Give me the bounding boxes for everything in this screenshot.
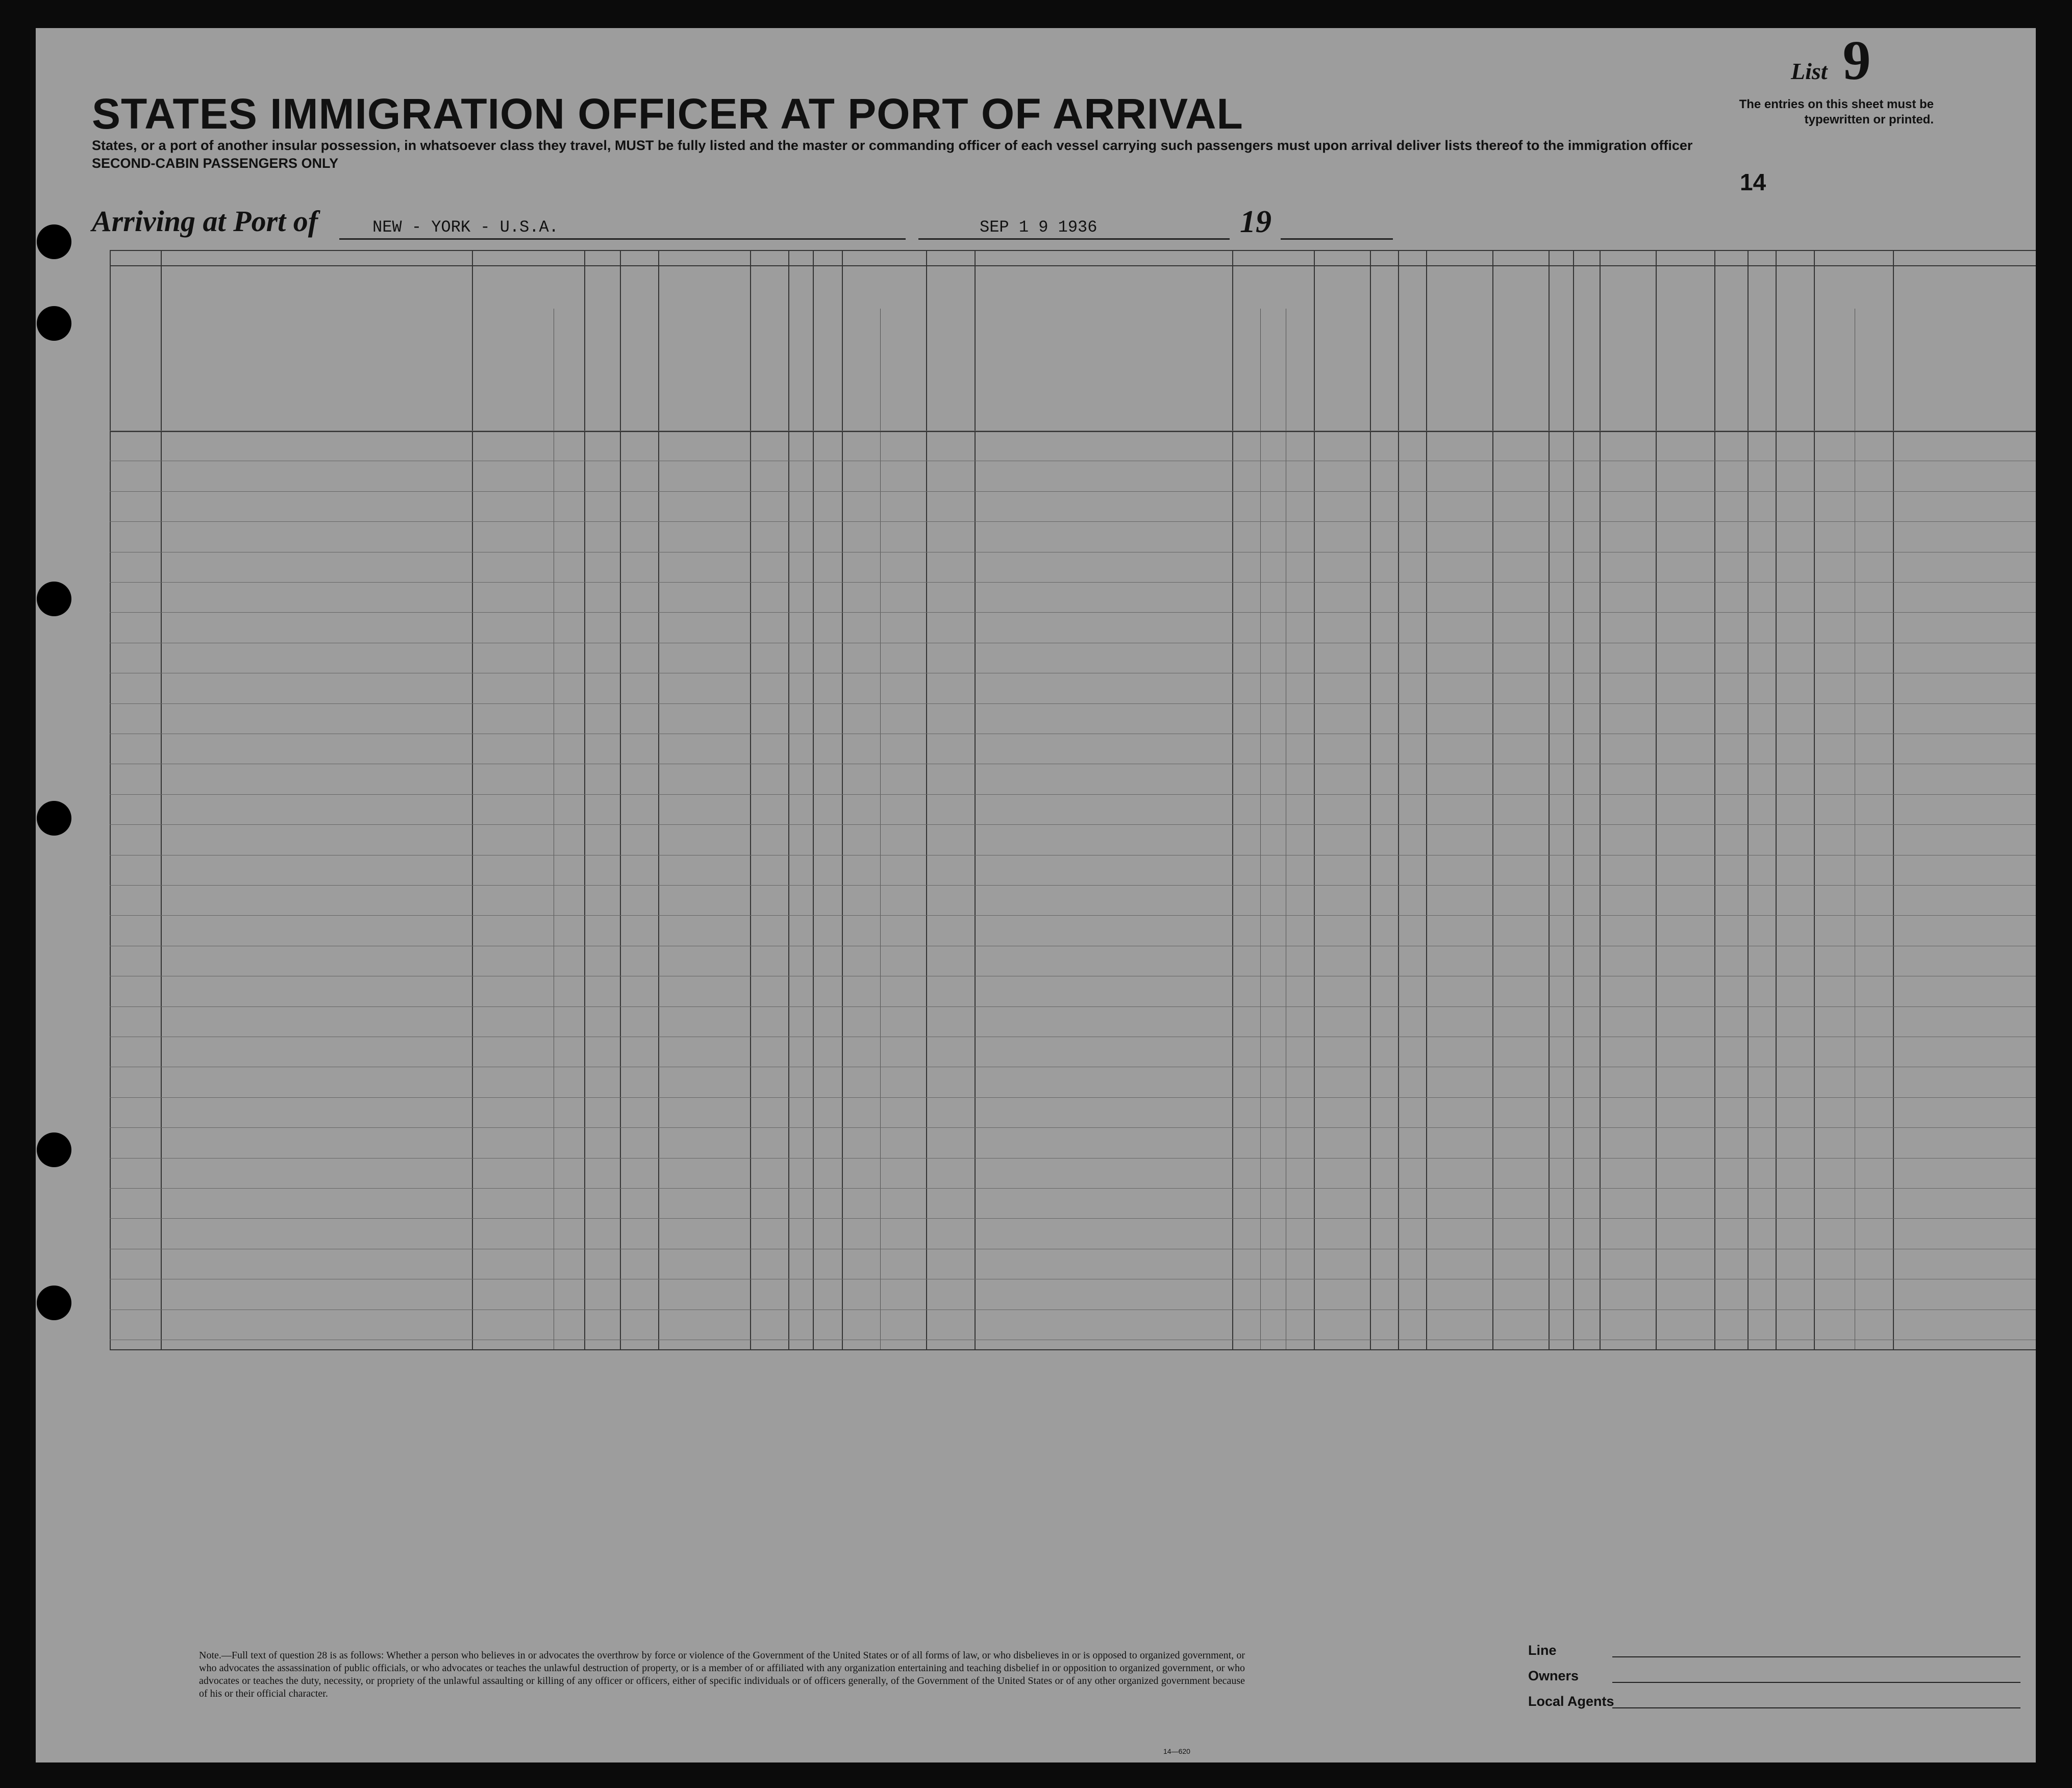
table-row-rule <box>110 703 2036 704</box>
purpose-return-header <box>1235 306 1259 426</box>
year-prefix: 19 <box>1240 205 1271 239</box>
purpose-length-header <box>1262 306 1284 426</box>
feet-header <box>1722 375 1737 421</box>
binder-hole <box>37 582 71 616</box>
binder-hole <box>37 224 71 259</box>
table-column-rule <box>110 250 111 1349</box>
table-header-rule <box>110 431 2036 432</box>
binder-hole <box>37 1286 71 1320</box>
table-column-rule <box>1492 250 1493 1349</box>
table-column-rule <box>1748 250 1749 1349</box>
table-column-rule <box>750 250 751 1349</box>
table-column-rule <box>1776 250 1777 1349</box>
footnote-question-28: Note.—Full text of question 28 is as follows: Whether a person who believes in or advocates the overthrow by force or violence of the Government of the United States or of all forms of law, or who disbelieves in or is opposed to organized government, or who advocates the assassination of public officials, or who advocates or teaches the unlawful destruction of property, or is a member of or affiliated with any organization entertaining and teaching disbelief in or opposition to organized government, or who advocates or teaches the duty, necessity, or propriety of the unlawful assaulting or killing of any officer or officers, either of specific individuals or of officers generally, of the Government of the United States or of any other organized government because of his or their official character. <box>199 1650 1245 1699</box>
table-row-rule <box>110 1006 2036 1007</box>
arriving-label: Arriving at Port of <box>92 205 318 238</box>
manifest-sheet <box>36 28 2036 1762</box>
table-column-rule <box>1814 250 1815 1349</box>
question-29-header <box>1495 273 1546 426</box>
table-column-rule <box>584 250 585 1349</box>
polygamist-header <box>1375 273 1393 426</box>
table-row-rule <box>110 1218 2036 1219</box>
table-row-rule <box>110 1158 2036 1159</box>
page-number: 14 <box>1740 169 1766 195</box>
table-row-rule <box>110 612 2036 613</box>
table-column-rule <box>1398 250 1399 1349</box>
table-column-rule <box>813 250 814 1349</box>
purpose-citizen-header <box>1288 306 1312 426</box>
table-bottom-rule <box>110 1349 2036 1350</box>
table-column-rule <box>1600 250 1601 1349</box>
page-subtitle: States, or a port of another insular possession, in whatsoever class they travel, MUST be fully listed and the master or commanding officer of each vessel carrying such passengers must upon arrival deliver lists thereof to the immigration officer <box>92 138 1693 153</box>
table-column-rule <box>1573 250 1574 1349</box>
money-header <box>759 278 781 423</box>
table-column-rule <box>1656 250 1657 1349</box>
port-line <box>339 238 906 240</box>
table-row-rule <box>110 794 2036 795</box>
table-column-rule <box>788 250 789 1349</box>
table-column-rule <box>620 250 621 1349</box>
binder-hole <box>37 801 71 836</box>
table-header-rule <box>110 250 2036 251</box>
agents-signature-line <box>1612 1707 2020 1708</box>
table-subcolumn-rule <box>1260 309 1261 1349</box>
anarchist-header <box>1403 273 1421 426</box>
question-28-header <box>1429 273 1490 426</box>
binder-hole <box>37 306 71 341</box>
typewritten-note: The entries on this sheet must be typewritten or printed. <box>1739 97 1934 127</box>
inches-header <box>1754 375 1769 421</box>
table-row-rule <box>110 1309 2036 1310</box>
date-stamp: SEP 1 9 1936 <box>980 218 1097 237</box>
question-30-header <box>1550 273 1571 426</box>
table-column-rule <box>1893 250 1894 1349</box>
form-number: 14—620 <box>1163 1747 1190 1755</box>
table-row-rule <box>110 1127 2036 1128</box>
binder-hole <box>37 1132 71 1167</box>
table-column-rule <box>1232 250 1233 1349</box>
page-title: STATES IMMIGRATION OFFICER AT PORT OF ARRIVAL <box>92 90 1243 138</box>
table-row-rule <box>110 915 2036 916</box>
table-row-rule <box>110 491 2036 492</box>
table-row-rule <box>110 521 2036 522</box>
owners-label: Owners <box>1528 1668 1579 1683</box>
table-column-rule <box>926 250 927 1349</box>
table-column-rule <box>842 250 843 1349</box>
table-row-rule <box>110 824 2036 825</box>
table-column-rule <box>472 250 473 1349</box>
date-line <box>918 238 1230 240</box>
agents-label: Local Agents <box>1528 1694 1614 1709</box>
question-31-header <box>1575 273 1597 426</box>
list-label: List <box>1791 58 1828 84</box>
table-header-rule <box>110 265 2036 266</box>
table-subcolumn-rule <box>880 309 881 1349</box>
prison-header <box>1316 273 1367 426</box>
line-signature-line <box>1612 1656 2020 1657</box>
table-row-rule <box>110 582 2036 583</box>
table-column-rule <box>1549 250 1550 1349</box>
table-column-rule <box>1370 250 1371 1349</box>
list-number <box>1791 28 1871 93</box>
table-row-rule <box>110 1188 2036 1189</box>
port-value: NEW - YORK - U.S.A. <box>372 218 559 237</box>
passenger-class: SECOND-CABIN PASSENGERS ONLY <box>92 156 339 171</box>
table-row-rule <box>110 1097 2036 1098</box>
table-column-rule <box>161 250 162 1349</box>
year-line <box>1281 238 1393 240</box>
table-column-rule <box>975 250 976 1349</box>
table-row-rule <box>110 885 2036 886</box>
table-column-rule <box>658 250 659 1349</box>
table-column-rule <box>1714 250 1715 1349</box>
manifest-table <box>110 250 2036 1627</box>
line-label: Line <box>1528 1643 1557 1658</box>
ticket-header <box>625 281 651 423</box>
list-number-value: 9 <box>1842 29 1871 91</box>
owners-signature-line <box>1612 1682 2020 1683</box>
table-column-rule <box>1426 250 1427 1349</box>
table-column-rule <box>1314 250 1315 1349</box>
